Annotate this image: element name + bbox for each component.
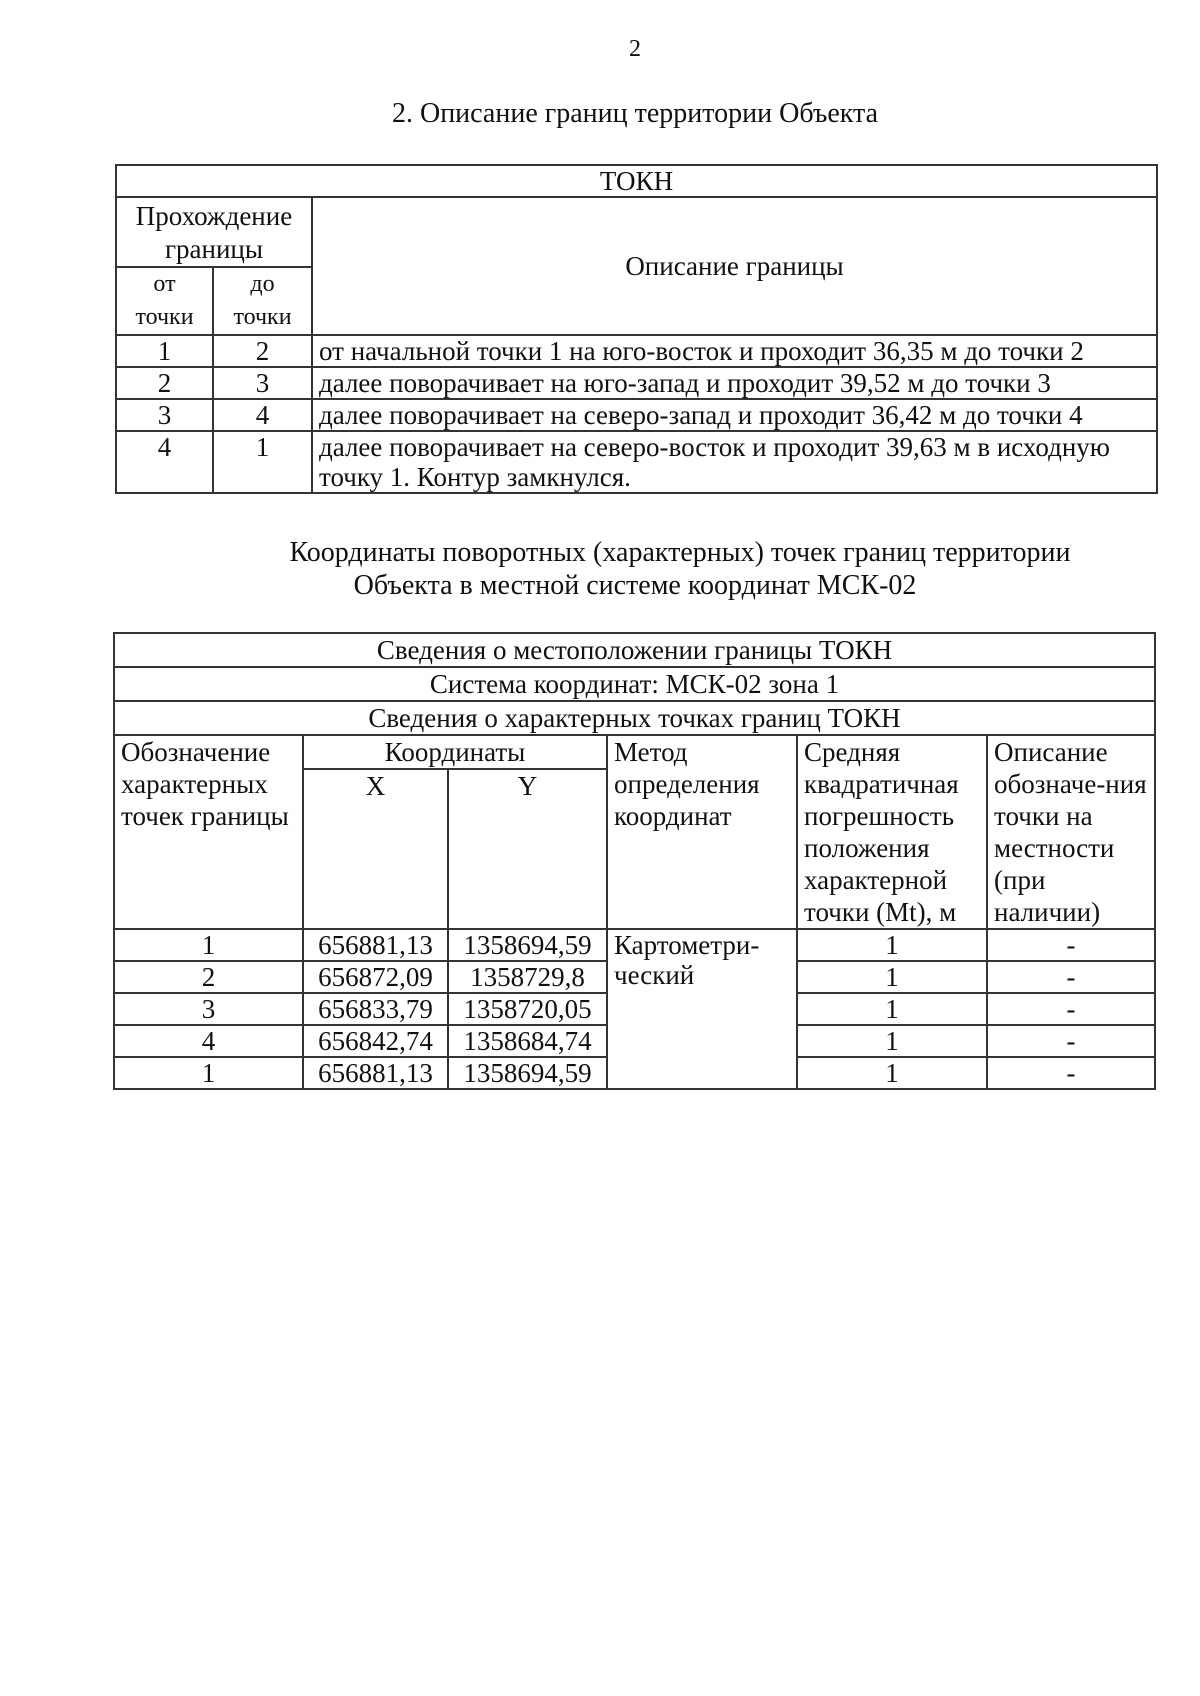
page-number: 2 <box>629 36 641 62</box>
coords-title-points: Сведения о характерных точках границ ТОКН <box>114 701 1155 735</box>
row-from: 1 <box>116 335 213 367</box>
coords-title-location: Сведения о местоположении границы ТОКН <box>114 633 1155 667</box>
point-error: 1 <box>797 993 987 1025</box>
point-description: - <box>987 929 1155 961</box>
point-error: 1 <box>797 929 987 961</box>
point-error: 1 <box>797 1025 987 1057</box>
point-id: 2 <box>114 961 303 993</box>
header-from: от точки <box>116 267 213 335</box>
point-id: 3 <box>114 993 303 1025</box>
point-y: 1358720,05 <box>448 993 607 1025</box>
col-designation: Обозначение характерных точек границы <box>114 735 303 929</box>
header-to: до точки <box>213 267 312 335</box>
coordinates-heading <box>180 536 1180 602</box>
row-description: от начальной точки 1 на юго-восток и проходит 36,35 м до точки 2 <box>312 335 1157 367</box>
method-value: Картометри-ческий <box>607 929 797 1089</box>
point-description: - <box>987 961 1155 993</box>
table-row <box>114 929 1155 961</box>
col-error: Средняя квадратичная погрешность положения характерной точки (Mt), м <box>797 735 987 929</box>
col-x: X <box>303 769 448 929</box>
boundary-table-title: ТОКН <box>116 165 1157 197</box>
coords-title-system: Система координат: МСК-02 зона 1 <box>114 667 1155 701</box>
col-method: Метод определения координат <box>607 735 797 929</box>
boundary-table <box>115 164 1158 494</box>
row-to: 2 <box>213 335 312 367</box>
point-x: 656833,79 <box>303 993 448 1025</box>
row-from: 4 <box>116 431 213 493</box>
point-x: 656881,13 <box>303 1057 448 1089</box>
point-error: 1 <box>797 1057 987 1089</box>
row-to: 1 <box>213 431 312 493</box>
header-description: Описание границы <box>312 197 1157 335</box>
point-x: 656842,74 <box>303 1025 448 1057</box>
point-y: 1358694,59 <box>448 1057 607 1089</box>
table-row <box>116 367 1157 399</box>
point-y: 1358684,74 <box>448 1025 607 1057</box>
row-to: 3 <box>213 367 312 399</box>
point-error: 1 <box>797 961 987 993</box>
header-passage: Прохождение границы <box>116 197 312 267</box>
table-row <box>116 399 1157 431</box>
point-id: 4 <box>114 1025 303 1057</box>
point-y: 1358729,8 <box>448 961 607 993</box>
point-description: - <box>987 993 1155 1025</box>
row-from: 2 <box>116 367 213 399</box>
row-description: далее поворачивает на юго-запад и проходит 39,52 м до точки 3 <box>312 367 1157 399</box>
point-id: 1 <box>114 929 303 961</box>
section-title: 2. Описание границ территории Объекта <box>391 98 879 129</box>
row-description: далее поворачивает на северо-восток и проходит 39,63 м в исходную точку 1. Контур замкнулся. <box>312 431 1157 493</box>
col-coordinates: Координаты <box>303 735 607 769</box>
table-row <box>116 431 1157 493</box>
row-from: 3 <box>116 399 213 431</box>
point-description: - <box>987 1025 1155 1057</box>
coordinates-heading-line-1: Координаты поворотных (характерных) точек границ территории <box>289 537 1071 568</box>
row-description: далее поворачивает на северо-запад и проходит 36,42 м до точки 4 <box>312 399 1157 431</box>
table-row <box>116 335 1157 367</box>
point-description: - <box>987 1057 1155 1089</box>
col-y: Y <box>448 769 607 929</box>
point-x: 656872,09 <box>303 961 448 993</box>
point-x: 656881,13 <box>303 929 448 961</box>
col-point-description: Описание обозначе-ния точки на местности (при наличии) <box>987 735 1155 929</box>
coordinates-table <box>113 632 1156 1090</box>
point-id: 1 <box>114 1057 303 1089</box>
point-y: 1358694,59 <box>448 929 607 961</box>
row-to: 4 <box>213 399 312 431</box>
coordinates-heading-line-2: Объекта в местной системе координат МСК-02 <box>353 570 917 601</box>
